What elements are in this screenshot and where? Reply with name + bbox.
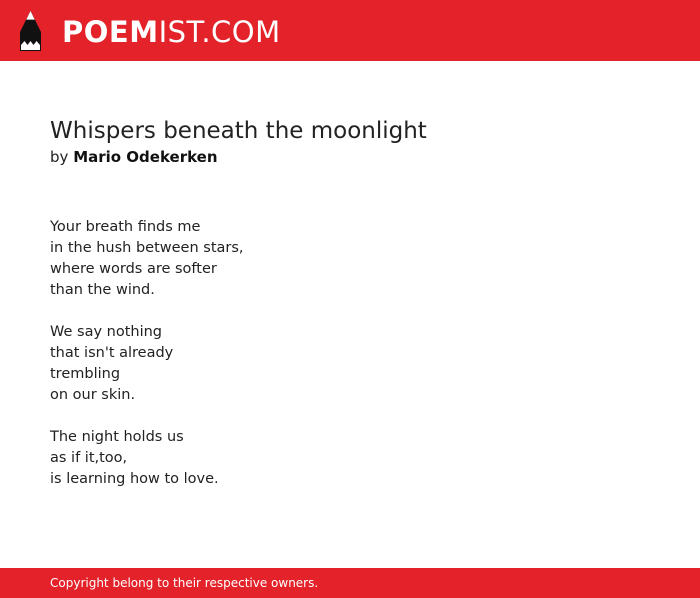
poem-line: Your breath finds me <box>50 219 201 235</box>
pencil-icon <box>18 10 43 52</box>
site-wordmark <box>62 14 281 49</box>
poem-line: The night holds us <box>50 429 184 445</box>
poem-line: as if it,too, <box>50 450 128 466</box>
poem-line: than the wind. <box>50 282 155 298</box>
poem-line: that isn't already <box>50 345 174 361</box>
poem-line: on our skin. <box>50 387 136 403</box>
by-label: by <box>50 148 69 166</box>
poem-title: Whispers beneath the moonlight <box>50 118 427 144</box>
byline <box>50 147 650 167</box>
author-link[interactable]: Mario Odekerken <box>73 148 218 166</box>
poem-line: is learning how to love. <box>50 471 219 487</box>
stanza <box>50 322 650 406</box>
stanza <box>50 217 650 301</box>
copyright-notice: Copyright belong to their respective owners. <box>50 576 319 590</box>
poem-line: trembling <box>50 366 121 382</box>
stanza <box>50 427 650 490</box>
wordmark-light: IST.COM <box>158 14 281 49</box>
site-header <box>0 0 700 61</box>
poem-line: We say nothing <box>50 324 163 340</box>
poem-body <box>50 217 650 490</box>
poem-content <box>50 116 650 511</box>
site-logo-link[interactable] <box>18 9 281 53</box>
wordmark-bold: POEM <box>62 14 159 49</box>
poem-line: in the hush between stars, <box>50 240 244 256</box>
site-footer <box>0 568 700 598</box>
poem-line: where words are softer <box>50 261 217 277</box>
